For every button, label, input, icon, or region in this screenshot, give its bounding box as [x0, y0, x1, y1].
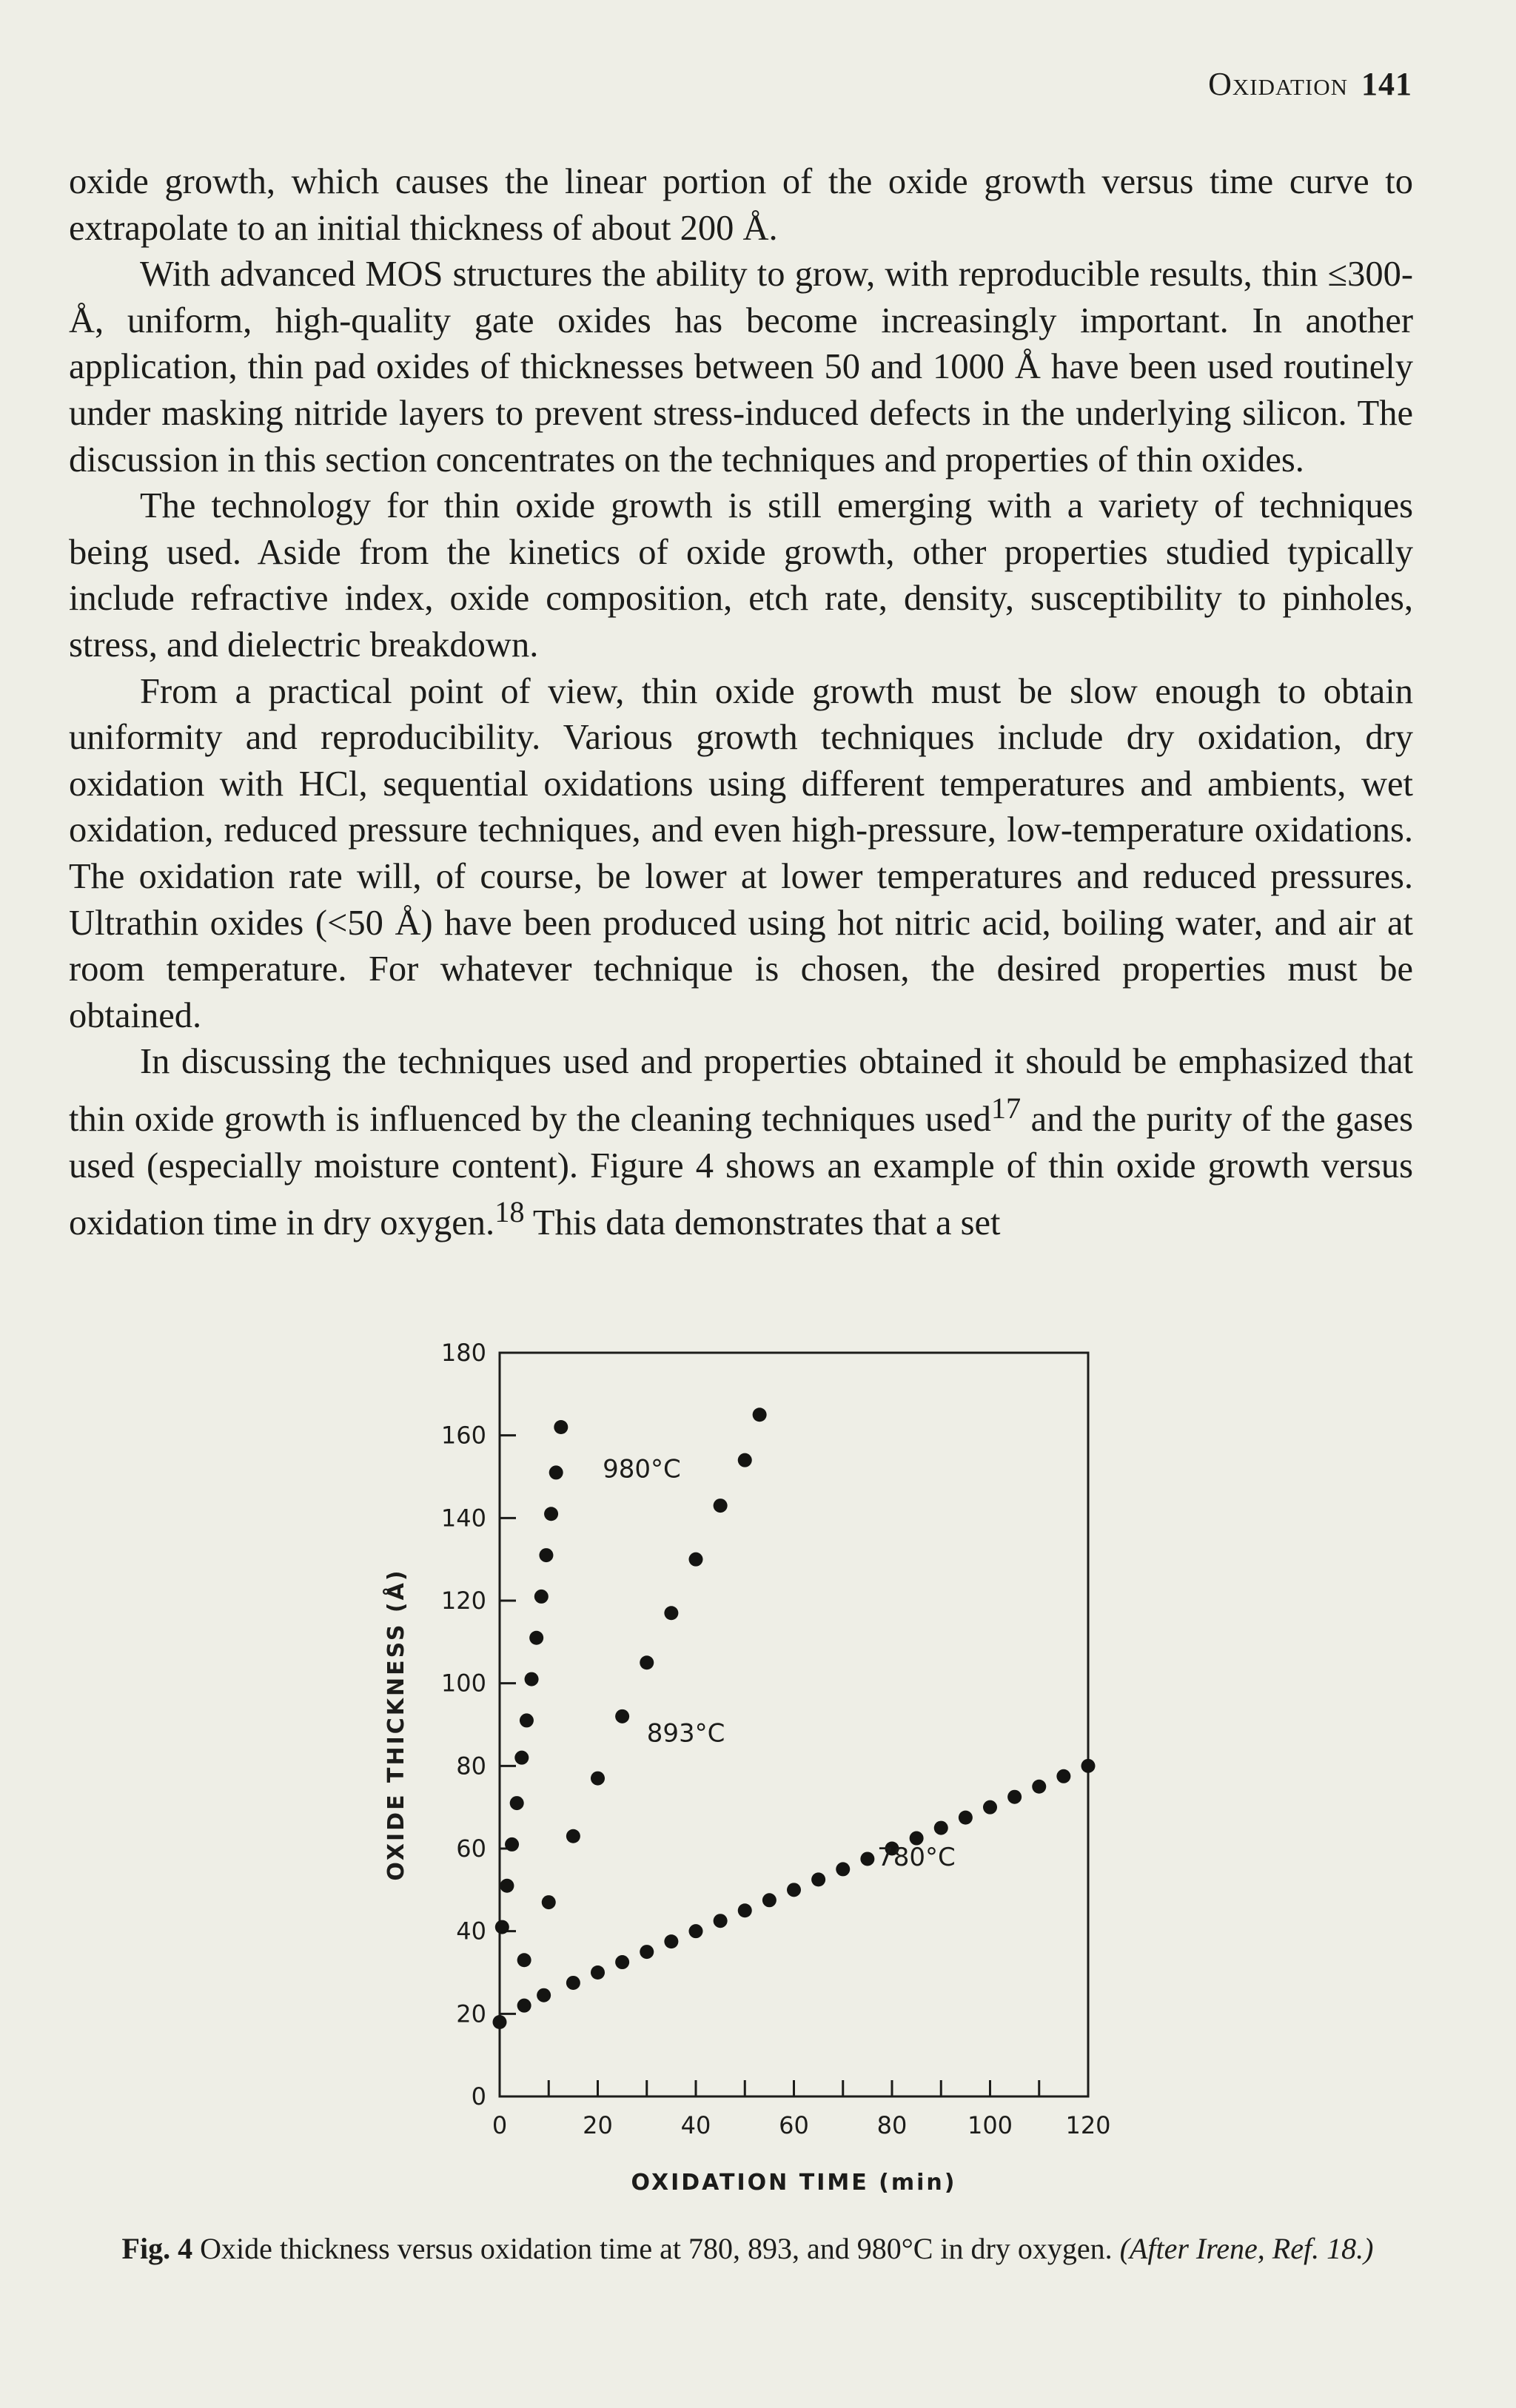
figure-caption	[74, 2230, 1421, 2267]
x-tick-label: 100	[967, 2111, 1013, 2139]
data-point	[549, 1465, 563, 1479]
caption-label: Fig. 4	[121, 2232, 193, 2265]
series-label: 893°C	[646, 1718, 725, 1749]
paragraph-continued: oxide growth, which causes the linear portion of the oxide growth versus time curve to extrapolate to an initial thickness of about 200 Å.	[69, 162, 1413, 248]
data-point	[762, 1893, 777, 1907]
data-point	[539, 1548, 553, 1562]
data-point	[544, 1507, 558, 1521]
x-tick-label: 20	[583, 2111, 613, 2139]
y-tick-label: 100	[440, 1669, 486, 1698]
data-point	[811, 1872, 825, 1886]
data-point	[510, 1796, 524, 1810]
data-point	[689, 1553, 703, 1567]
data-point	[615, 1709, 629, 1723]
reference-17: 17	[990, 1091, 1022, 1125]
running-head-title: Oxidation	[1208, 66, 1348, 102]
data-point	[753, 1408, 767, 1422]
data-point	[664, 1606, 678, 1620]
data-point	[1007, 1790, 1022, 1804]
y-tick-label: 20	[456, 2000, 486, 2028]
data-point	[714, 1499, 728, 1513]
data-point	[738, 1903, 752, 1917]
data-point	[714, 1914, 728, 1928]
paragraph-text-b: and the purity of the gases used (especially moisture content). Figure 4 shows an example of thin oxide growth versus oxidation time in dry oxygen.	[69, 1100, 1413, 1243]
data-point	[836, 1862, 850, 1876]
data-point	[591, 1965, 605, 1980]
data-point	[554, 1420, 568, 1434]
data-point	[591, 1772, 605, 1786]
data-point	[1081, 1759, 1096, 1773]
series-label: 780°C	[877, 1843, 956, 1873]
y-tick-label: 160	[440, 1421, 486, 1450]
data-point	[860, 1852, 874, 1866]
data-point	[505, 1837, 519, 1852]
data-point	[664, 1934, 678, 1948]
plot-frame	[500, 1353, 1088, 2096]
caption-source: (After Irene, Ref. 18.)	[1119, 2232, 1374, 2265]
data-point	[514, 1751, 529, 1765]
data-point	[517, 1953, 531, 1967]
data-point	[517, 1999, 531, 2013]
data-point	[542, 1895, 556, 1909]
y-tick-label: 180	[440, 1339, 486, 1367]
y-tick-label: 120	[440, 1587, 486, 1615]
running-head	[1208, 65, 1412, 103]
data-point	[500, 1879, 514, 1893]
data-point	[520, 1713, 534, 1727]
data-point	[615, 1955, 629, 1969]
x-axis-title: OXIDATION TIME (min)	[631, 2170, 957, 2196]
data-point	[566, 1829, 580, 1843]
paragraph-text-c: This data demonstrates that a set	[524, 1203, 1001, 1243]
caption-text: Oxide thickness versus oxidation time at 780, 893, and 980°C in dry oxygen.	[200, 2232, 1113, 2265]
paragraph-cleaning-and-figure	[69, 1039, 1413, 1247]
data-point	[959, 1811, 973, 1825]
paragraph-text-a: In discussing the techniques used and properties obtained it should be emphasized that thin oxide growth is influenced by the cleaning techniques used	[69, 1042, 1413, 1140]
x-tick-label: 60	[779, 2111, 809, 2139]
data-point	[983, 1800, 997, 1815]
data-point	[525, 1672, 539, 1686]
y-tick-label: 0	[471, 2082, 486, 2111]
x-tick-label: 0	[492, 2111, 508, 2139]
data-point	[493, 2015, 507, 2029]
series-label: 980°C	[603, 1454, 681, 1484]
figure-4	[355, 1317, 1170, 2220]
paragraph-growth-techniques: From a practical point of view, thin oxide growth must be slow enough to obtain uniformity and reproducibility. Various growth techniques include dry oxidation, dry oxidation with HCl, sequential oxidations using different temperatures and ambients, wet oxidation, reduced pressure techniques, and even high-pressure, low-temperature oxidations. The oxidation rate will, of course, be lower at lower temperatures and reduced pressures. Ultrathin oxides (<50 Å) have been produced using hot nitric acid, boiling water, and air at room temperature. For whatever technique is chosen, the desired properties must be obtained.	[69, 671, 1413, 1035]
body-text	[69, 159, 1413, 1247]
x-tick-label: 120	[1065, 2111, 1111, 2139]
reference-18: 18	[494, 1195, 525, 1229]
data-point	[534, 1590, 549, 1604]
data-point	[640, 1655, 654, 1669]
oxide-thickness-chart	[355, 1317, 1170, 2220]
y-axis-title: OXIDE THICKNESS (Å)	[383, 1568, 409, 1881]
data-point	[787, 1883, 801, 1897]
data-point	[1056, 1769, 1070, 1783]
page-number: 141	[1361, 66, 1412, 102]
data-point	[640, 1945, 654, 1959]
data-point	[934, 1821, 948, 1835]
data-point	[566, 1976, 580, 1990]
y-tick-label: 80	[456, 1752, 486, 1780]
y-tick-label: 40	[456, 1917, 486, 1945]
data-point	[495, 1920, 509, 1934]
data-point	[529, 1631, 543, 1645]
x-tick-label: 40	[680, 2111, 711, 2139]
data-point	[537, 1988, 551, 2002]
data-point	[738, 1453, 752, 1467]
x-tick-label: 80	[876, 2111, 908, 2139]
y-tick-label: 60	[456, 1834, 486, 1863]
data-point	[689, 1924, 703, 1938]
paragraph-thin-oxide-technology: The technology for thin oxide growth is still emerging with a variety of techniques being used. Aside from the kinetics of oxide growth, other properties studied typically include refractive index, oxide composition, etch rate, density, susceptibility to pinholes, stress, and dielectric breakdown.	[69, 486, 1413, 665]
y-tick-label: 140	[440, 1504, 486, 1533]
paragraph-thin-gate-oxides: With advanced MOS structures the ability to grow, with reproducible results, thin ≤300-Å, uniform, high-quality gate oxides has become increasingly important. In another application, thin pad oxides of thicknesses between 50 and 1000 Å have been used routinely under masking nitride layers to prevent stress-induced defects in the underlying silicon. The discussion in this section concentrates on the techniques and properties of thin oxides.	[69, 255, 1413, 480]
data-point	[1032, 1780, 1046, 1794]
